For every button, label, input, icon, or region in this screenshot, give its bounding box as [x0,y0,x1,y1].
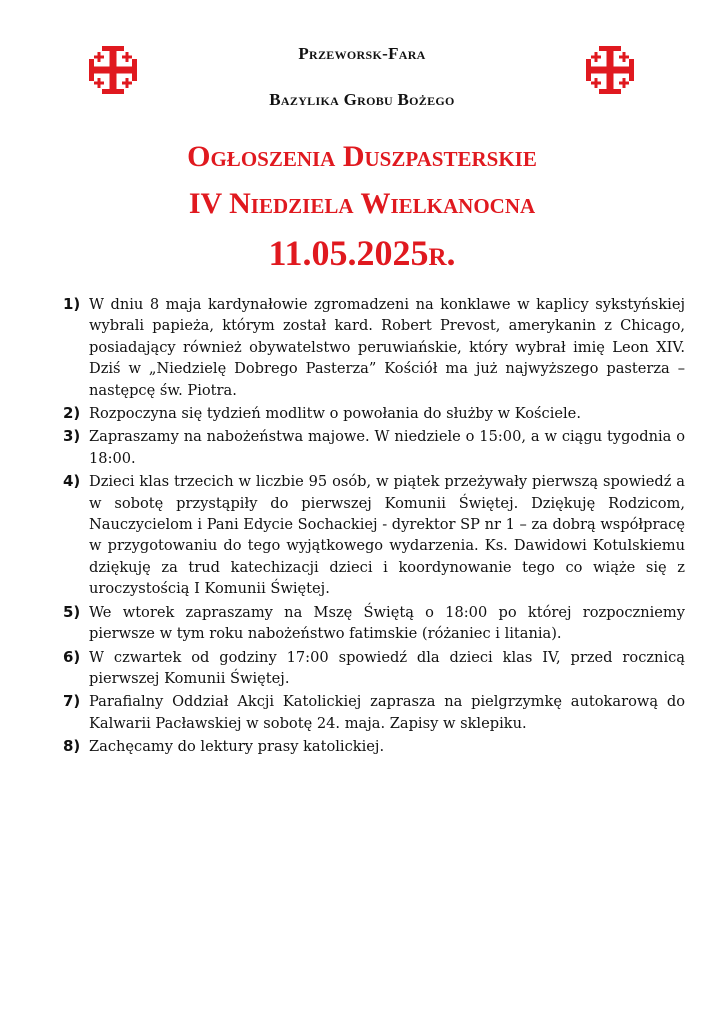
announcement-number: 3) [63,427,81,446]
document-date: 11.05.2025r. [268,233,456,273]
announcements-list [63,294,685,760]
announcement-number: 6) [63,647,81,666]
announcement-item [63,602,685,645]
announcement-number: 5) [63,602,81,621]
announcement-item [63,403,685,424]
sunday-name: IV Niedziela Wielkanocna [188,187,536,220]
announcement-item [63,691,685,734]
announcement-text: W dniu 8 maja kardynałowie zgromadzeni na konklawe w kaplicy sykstyńskiej wybrali papieża, którym został kard. Robert Prevost, amerykanin z Chicago, posiadający również obywatelstwo peruwiańskie, który wybrał imię Leon XIV. Dziś w „Niedzielę Dobrego Pasterza” Kościół ma już najwyższego pasterza – następcę św. Piotra. [89,296,685,399]
announcement-text: Rozpoczyna się tydzień modlitw o powołania do służby w Kościele. [89,405,581,423]
announcement-number: 1) [63,295,81,313]
document-title: Ogłoszenia Duszpasterskie [187,140,537,173]
parish-name: Przeworsk-Fara [298,44,426,63]
announcement-number: 2) [63,404,81,423]
announcement-item [63,426,685,469]
announcement-number: 4) [63,472,81,491]
announcement-text: Zapraszamy na nabożeństwa majowe. W niedziele o 15:00, a w ciągu tygodnia o 18:00. [89,428,685,467]
announcement-text: W czwartek od godziny 17:00 spowiedź dla dzieci klas IV, przed rocznicą pierwszej Komunii Świętej. [89,648,685,687]
basilica-name: Bazylika Grobu Bożego [269,90,455,109]
announcement-text: Parafialny Oddział Akcji Katolickiej zaprasza na pielgrzymkę autokarową do Kalwarii Pacławskiej w sobotę 24. maja. Zapisy w sklepiku. [89,693,685,732]
announcement-item [63,647,685,690]
announcement-item [63,294,685,401]
announcement-text: Dzieci klas trzecich w liczbie 95 osób, w piątek przeżywały pierwszą spowiedź a w sobotę przystąpiły do pierwszej Komunii Świętej. Dziękuję Rodzicom, Nauczycielom i Pani Edycie Sochackiej - dyrektor SP nr 1 – za dobrą współpracę w przygotowaniu do tego wyjątkowego wydarzenia. Ks. Dawidowi Kotulskiemu dziękuję za trud katechizacji dzieci i koordynowanie tego co wiąże się z uroczystością I Komunii Świętej. [89,473,685,598]
announcement-text: Zachęcamy do lektury prasy katolickiej. [89,738,385,756]
announcement-text: We wtorek zapraszamy na Mszę Świętą o 18:00 po której rozpoczniemy pierwsze w tym roku nabożeństwo fatimskie (różaniec i litania). [89,603,685,643]
announcement-number: 7) [63,692,81,711]
announcement-number: 8) [63,737,81,756]
announcement-item [63,736,685,757]
announcement-item [63,471,685,599]
